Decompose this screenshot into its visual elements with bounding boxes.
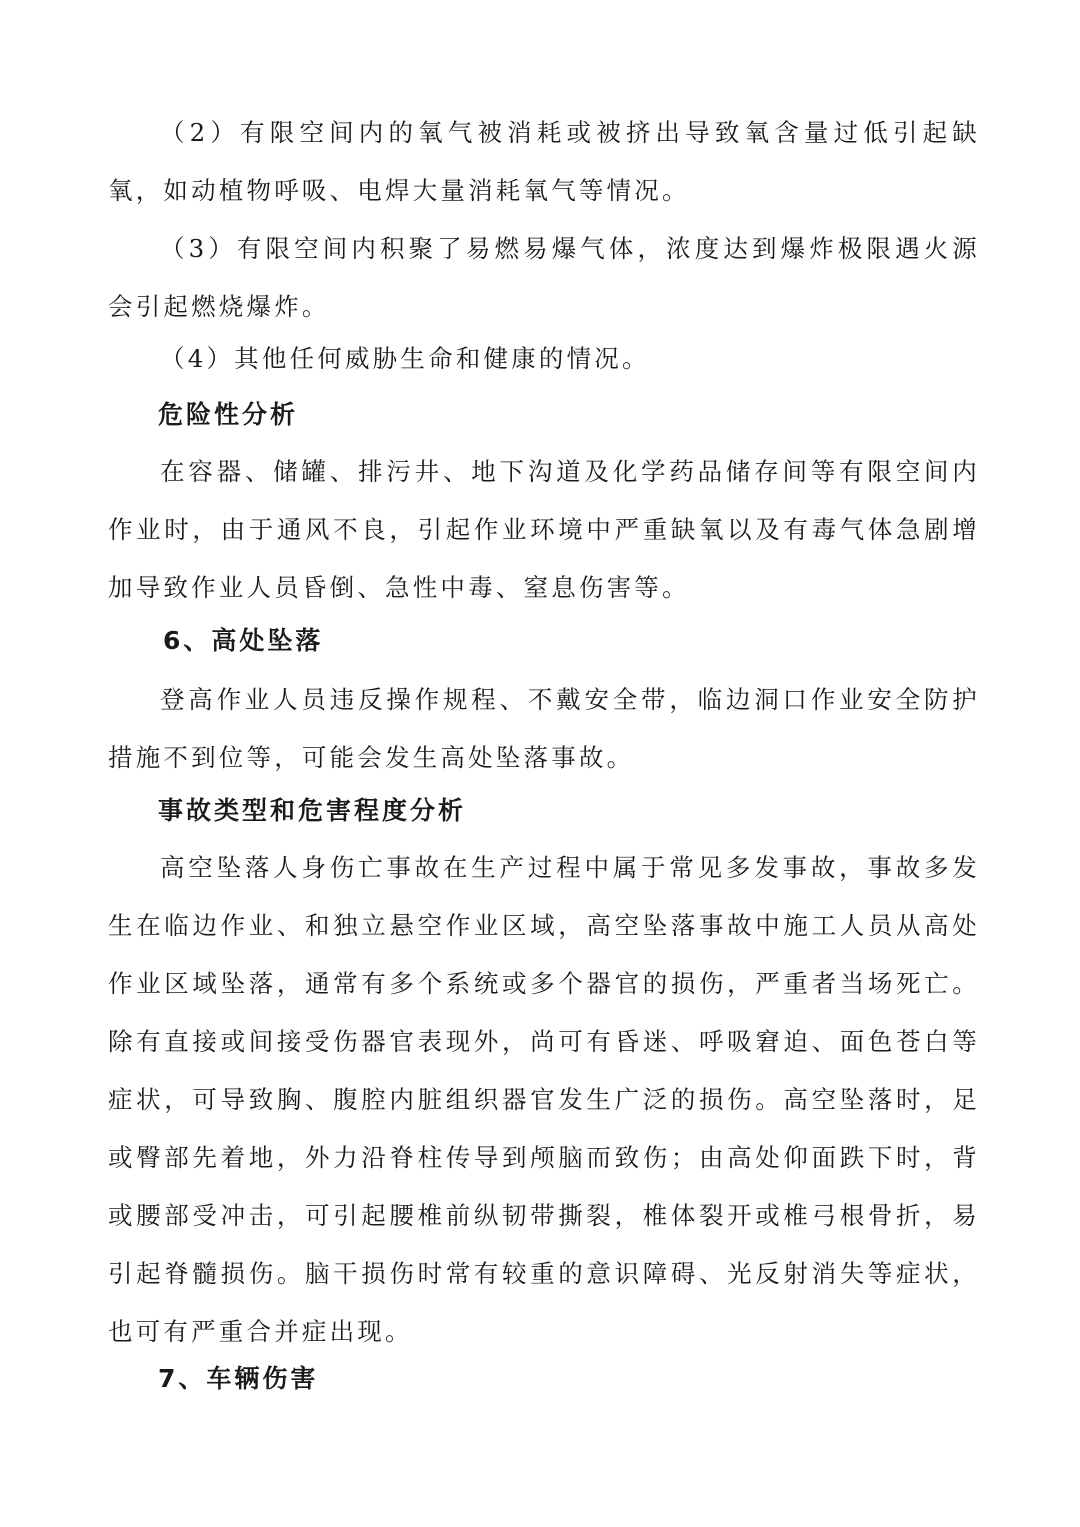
heading-fall-from-height: 6、高处坠落 bbox=[163, 626, 324, 655]
paragraph-oxygen-depletion: （2）有限空间内的氧气被消耗或被挤出导致氧含量过低引起缺氧，如动植物呼吸、电焊大量消耗氧气等情况。 bbox=[108, 118, 980, 205]
paragraph-fall-injury-details: 高空坠落人身伤亡事故在生产过程中属于常见多发事故，事故多发生在临边作业、和独立悬空作业区域，高空坠落事故中施工人员从高处作业区域坠落，通常有多个系统或多个器官的损伤，严重者当场死亡。除有直接或间接受伤器官表现外，尚可有昏迷、呼吸窘迫、面色苍白等症状，可导致胸、腹腔内脏组织器官发生广泛的损伤。高空坠落时，足或臀部先着地，外力沿脊柱传导到颅脑而致伤；由高处仰面跌下时，背或腰部受冲击，可引起腰椎前纵韧带撕裂，椎体裂开或椎弓根骨折，易引起脊髓损伤。脑干损伤时常有较重的意识障碍、光反射消失等症状，也可有严重合并症出现。 bbox=[108, 853, 980, 1346]
paragraph-fall-causes: 登高作业人员违反操作规程、不戴安全带，临边洞口作业安全防护措施不到位等，可能会发生高处坠落事故。 bbox=[108, 685, 980, 772]
heading-accident-type-analysis: 事故类型和危害程度分析 bbox=[158, 796, 467, 825]
heading-vehicle-injury: 7、车辆伤害 bbox=[158, 1364, 319, 1393]
paragraph-other-threats: （4）其他任何威胁生命和健康的情况。 bbox=[160, 344, 650, 373]
paragraph-flammable-gas: （3）有限空间内积聚了易燃易爆气体，浓度达到爆炸极限遇火源会引起燃烧爆炸。 bbox=[108, 234, 980, 321]
heading-hazard-analysis: 危险性分析 bbox=[158, 400, 299, 429]
paragraph-confined-space-work: 在容器、储罐、排污井、地下沟道及化学药品储存间等有限空间内作业时，由于通风不良，引起作业环境中严重缺氧以及有毒气体急剧增加导致作业人员昏倒、急性中毒、窒息伤害等。 bbox=[108, 457, 980, 602]
